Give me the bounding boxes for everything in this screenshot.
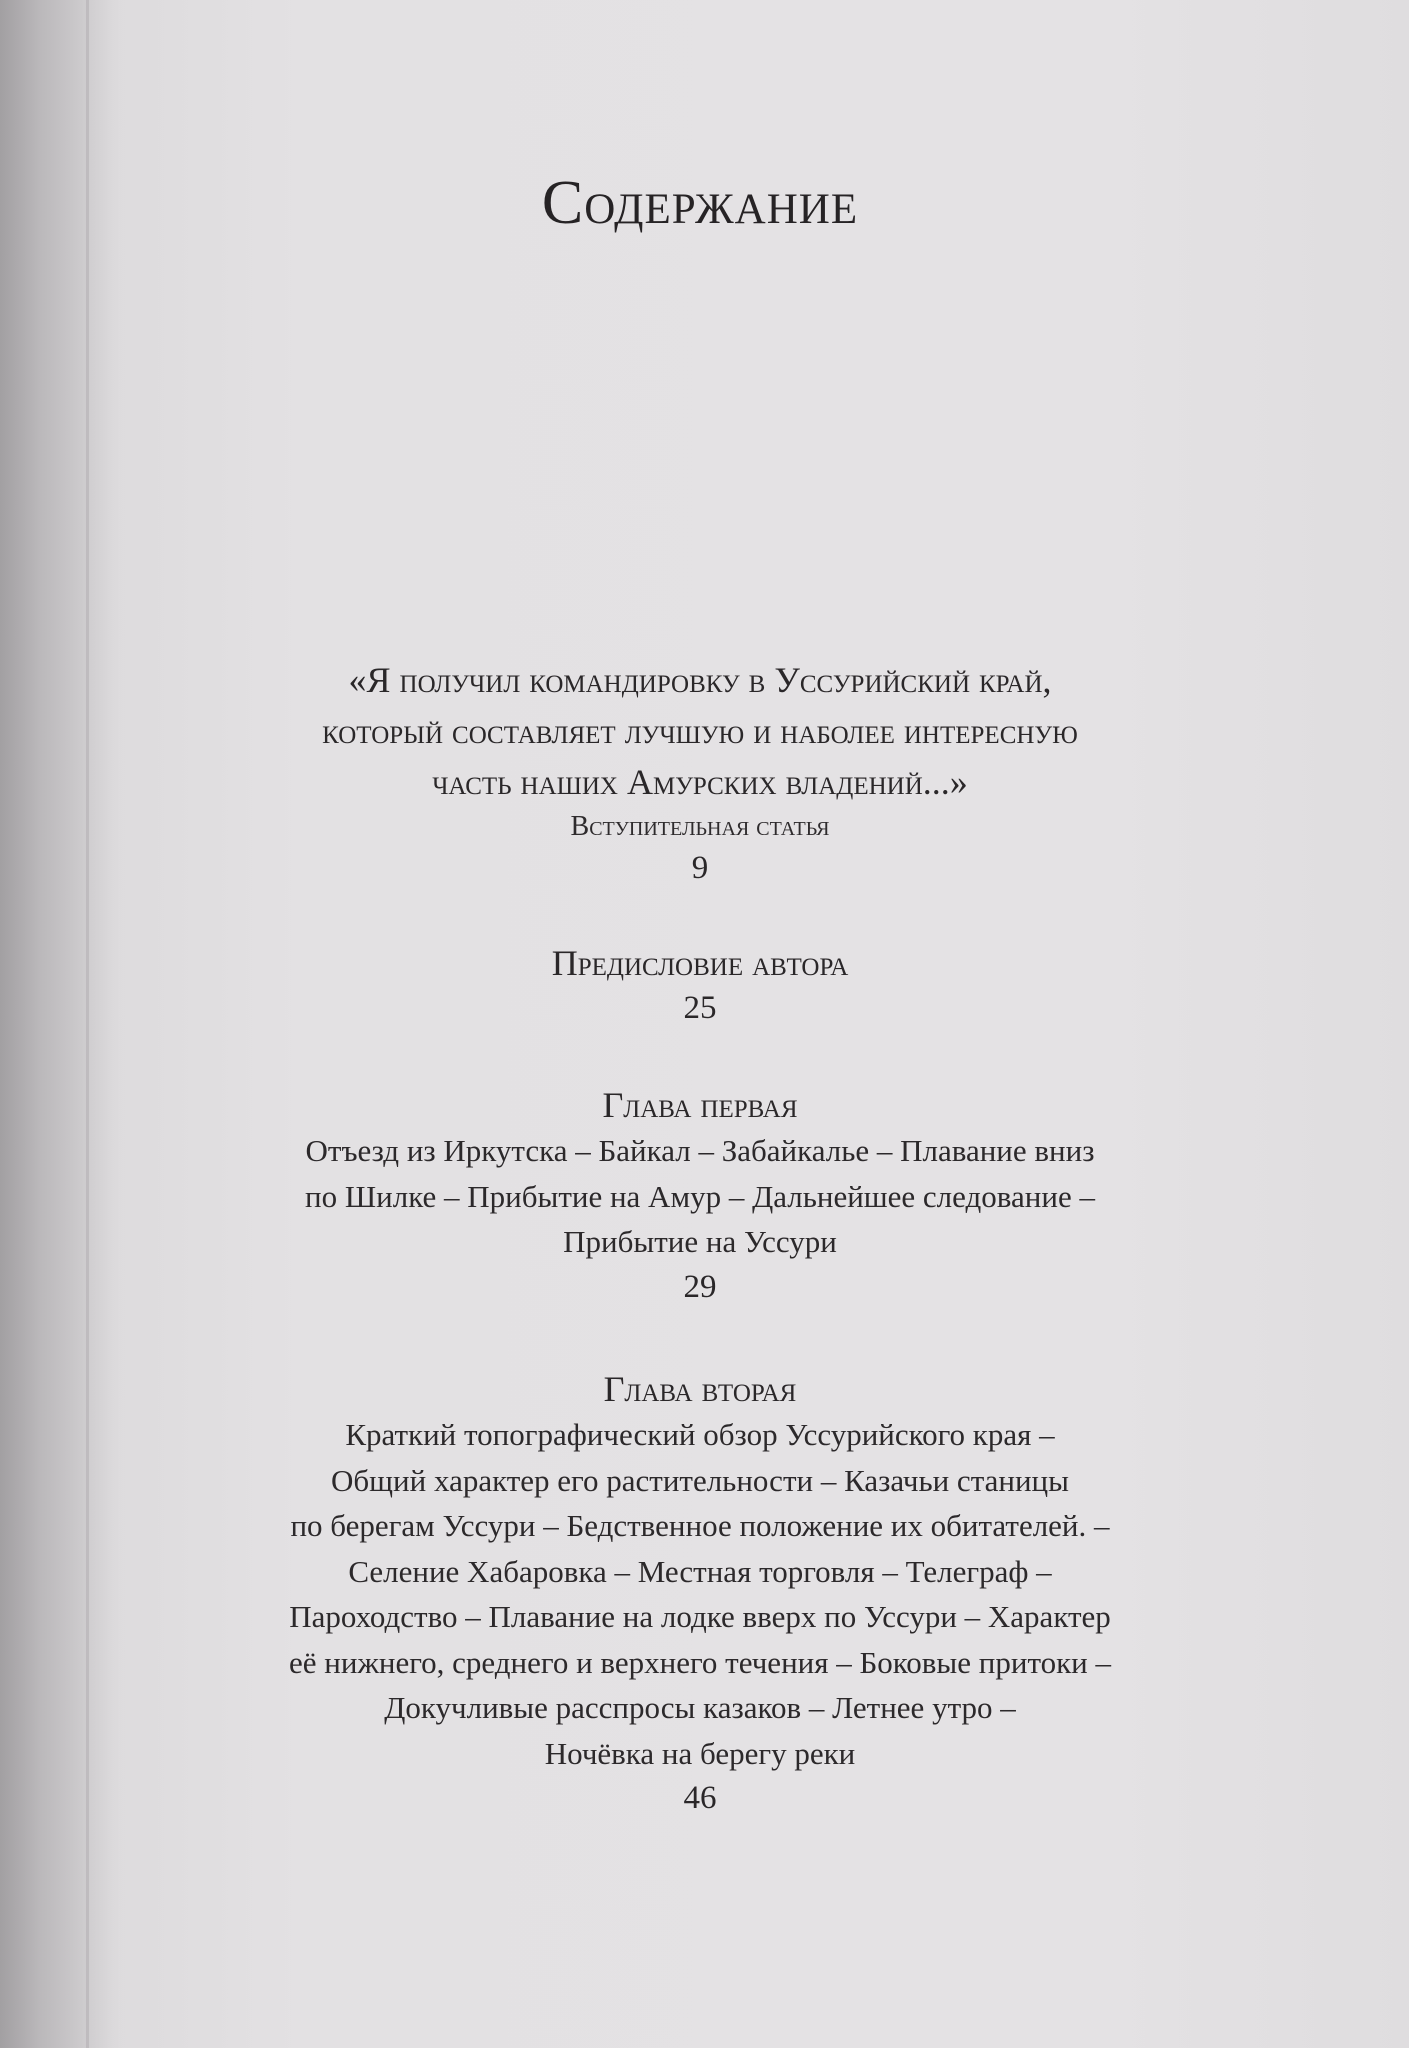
toc-entry-page-number: 9: [691, 850, 709, 886]
toc-entry-chapter-1: [150, 1082, 1250, 1309]
toc-entry-page-number: 25: [683, 990, 717, 1026]
toc-entry-heading: Глава вторая: [603, 1369, 797, 1409]
toc-entry-heading: Глава первая: [602, 1085, 798, 1125]
page-title: Содержание: [541, 169, 859, 237]
toc-entry-chapter-2: [150, 1366, 1250, 1820]
toc-entry-page-number: 29: [683, 1268, 717, 1305]
page-gutter-shadow: [0, 0, 120, 2048]
toc-entry-heading: Предисловие автора: [551, 943, 849, 983]
toc-entry-description: Отъезд из Иркутска – Байкал – Забайкалье – Плавание вниз по Шилке – Прибытие на Амур – Дальнейшее следование – Прибытие на Уссури: [305, 1133, 1095, 1259]
toc-entry-page-number: 46: [683, 1780, 717, 1816]
toc-entry-description: Краткий топографический обзор Уссурийского края – Общий характер его растительности – Казачьи станицы по берегам Уссури – Бедственное положение их обитателей. – Селение Хабаровка – Местная торговля – Телеграф – Пароходство – Плавание на лодке вверх по Уссури – Характер её нижнего, среднего и верхнего течения – Боковые притоки – Докучливые расспросы казаков – Летнее утро – Ночёвка на берегу реки: [289, 1417, 1111, 1771]
toc-entry-subtitle: Вступительная статья: [570, 811, 830, 842]
page-edge: [86, 0, 89, 2048]
toc-entry-introduction: [150, 655, 1250, 890]
toc-entry-preface: [150, 940, 1250, 1030]
toc-entry-heading: «Я получил командировку в Уссурийский край, который составляет лучшую и наболее интересную часть наших Амурских владений...»: [322, 660, 1078, 802]
